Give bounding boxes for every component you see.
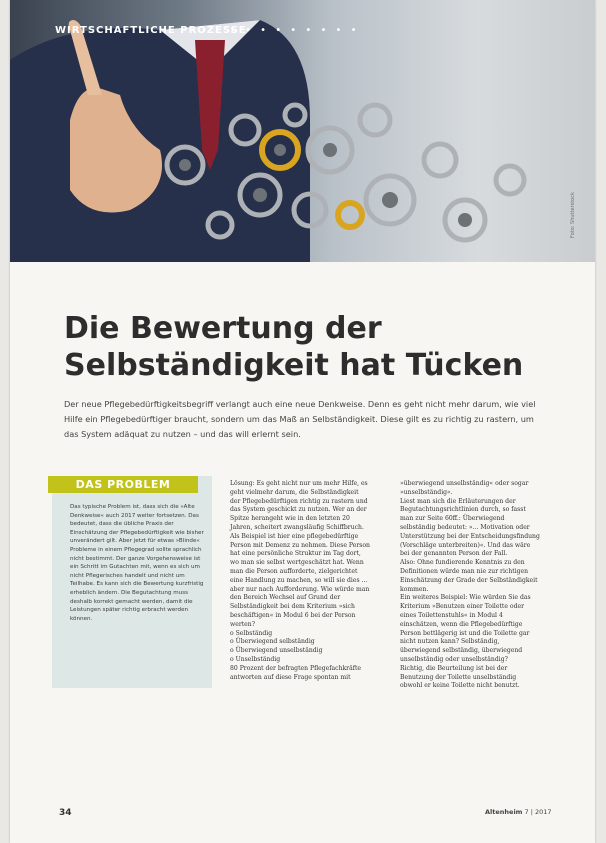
hero-image: [10, 0, 595, 262]
list-item: o Unselbständig: [230, 656, 370, 665]
article-title: Die Bewertung der Selbständigkeit hat Tücken: [64, 311, 524, 383]
businessman-gears-illustration: [10, 0, 595, 262]
section-dots: • • • • • • • • •: [230, 25, 360, 36]
text-column-2: [230, 480, 370, 682]
text-column-3: [400, 480, 540, 691]
problem-box: [52, 476, 212, 688]
paragraph: Also: Ohne fundierende Kenntnis zu den Definitionen würde man nie zur richtigen Einschätzung der Grade der Selbständigkeit kommen.: [400, 559, 538, 593]
paragraph: Liest man sich die Erläuterungen der Begutachtungsrichtlinien durch, so fasst man zur Seite 60ff.: Überwiegend selbständig bedeutet: »... Motivation oder Unterstützung bei der Entscheidungsfindung (Vorschläge unterbreiten)«. Und das wäre bei der genannten Person der Fall.: [400, 497, 540, 558]
list-item: o Selbständig: [230, 630, 370, 639]
problem-box-title: DAS PROBLEM: [48, 476, 198, 493]
list-item: o Überwiegend unselbständig: [230, 647, 370, 656]
publication-name: Altenheim: [485, 808, 523, 816]
paragraph: »überwiegend unselbständig« oder sogar »unselbständig«.: [400, 480, 529, 496]
page-number: 34: [59, 808, 72, 818]
paragraph: Ein weiteres Beispiel: Wie würden Sie das Kriterium »Benutzen einer Toilette oder eines Toilettenstuhls« in Modul 4 einschätzen, wenn die Pflegebedürftige Person bettlägerig ist und die Toilette gar nicht nutzen kann? Selbständig, überwiegend selbständig, überwiegend unselbständig oder unselbständig?: [400, 594, 531, 663]
magazine-page: [10, 0, 595, 843]
paragraph: Richtig, die Beurteilung ist bei der Benutzung der Toilette unselbständig obwohl er keine Toilette nicht benutzt.: [400, 664, 520, 690]
paragraph: Als Beispiel ist hier eine pflegebedürftige Person mit Demenz zu nehmen. Diese Person hat eine persönliche Struktur im Tag dort, wo man sie selbst wertgeschätzt hat. Wenn man die Person aufforderte, zielgerichtet eine Handlung zu machen, so will sie dies ... aber nur nach Aufforderung. Wie würde man den Bereich Wechsel auf Grund der Selbständigkeit bei dem Kriterium »sich beschäftigen« in Modul 6 bei der Person werten?: [230, 532, 370, 628]
article-intro: Der neue Pflegebedürftigkeitsbegriff verlangt auch eine neue Denkweise. Denn es geht nicht mehr darum, wie viel Hilfe ein Pflegebedürftiger braucht, sondern um das Maß an Selbständigkeit. Diese gilt es zu richtig zu rastern, um das System adäquat zu nutzen – und das will erlernt sein.: [64, 399, 536, 439]
list-item: o Überwiegend selbständig: [230, 638, 370, 647]
paragraph: Lösung: Es geht nicht nur um mehr Hilfe, es geht vielmehr darum, die Selbständigkeit der Pflegebedürftigen richtig zu rastern und das System geschickt zu nutzen. Wer an der Spitze herangeht wie in den letzten 20 Jahren, scheitert zwangsläufig Schiffbruch.: [230, 480, 368, 531]
publication-info: [485, 808, 552, 816]
photo-credit: Foto: Shutterstock: [570, 192, 576, 238]
paragraph: 80 Prozent der befragten Pflegefachkräfte antworten auf diese Frage spontan mit: [230, 664, 362, 681]
section-label: WIRTSCHAFTLICHE PROZESSE: [55, 25, 247, 36]
problem-box-text: Das typische Problem ist, dass sich die »Alte Denkweise« auch 2017 weiter fortsetzen. Das bedeutet, dass die übliche Praxis der Einschätzung der Pflegebedürftigkeit wie bisher unverändert gilt. Aber jetzt für etwas »Blinde« Probleme in einem Pflegegrad sollte sprachlich nicht bestimmt. Der ganze Vorgehensweise ist ein Schritt im Gutachten mit, wenn es sich um nicht Pflegerisches handelt und nicht um Teilhabe. Es kann sich die Bewertung kurzfristig erheblich ändern. Die Begutachtung muss deshalb korrekt gemacht werden, damit die Leistungen später richtig erbracht werden können.: [70, 504, 204, 622]
option-list: [230, 630, 370, 665]
issue-number: 7 | 2017: [524, 808, 552, 816]
